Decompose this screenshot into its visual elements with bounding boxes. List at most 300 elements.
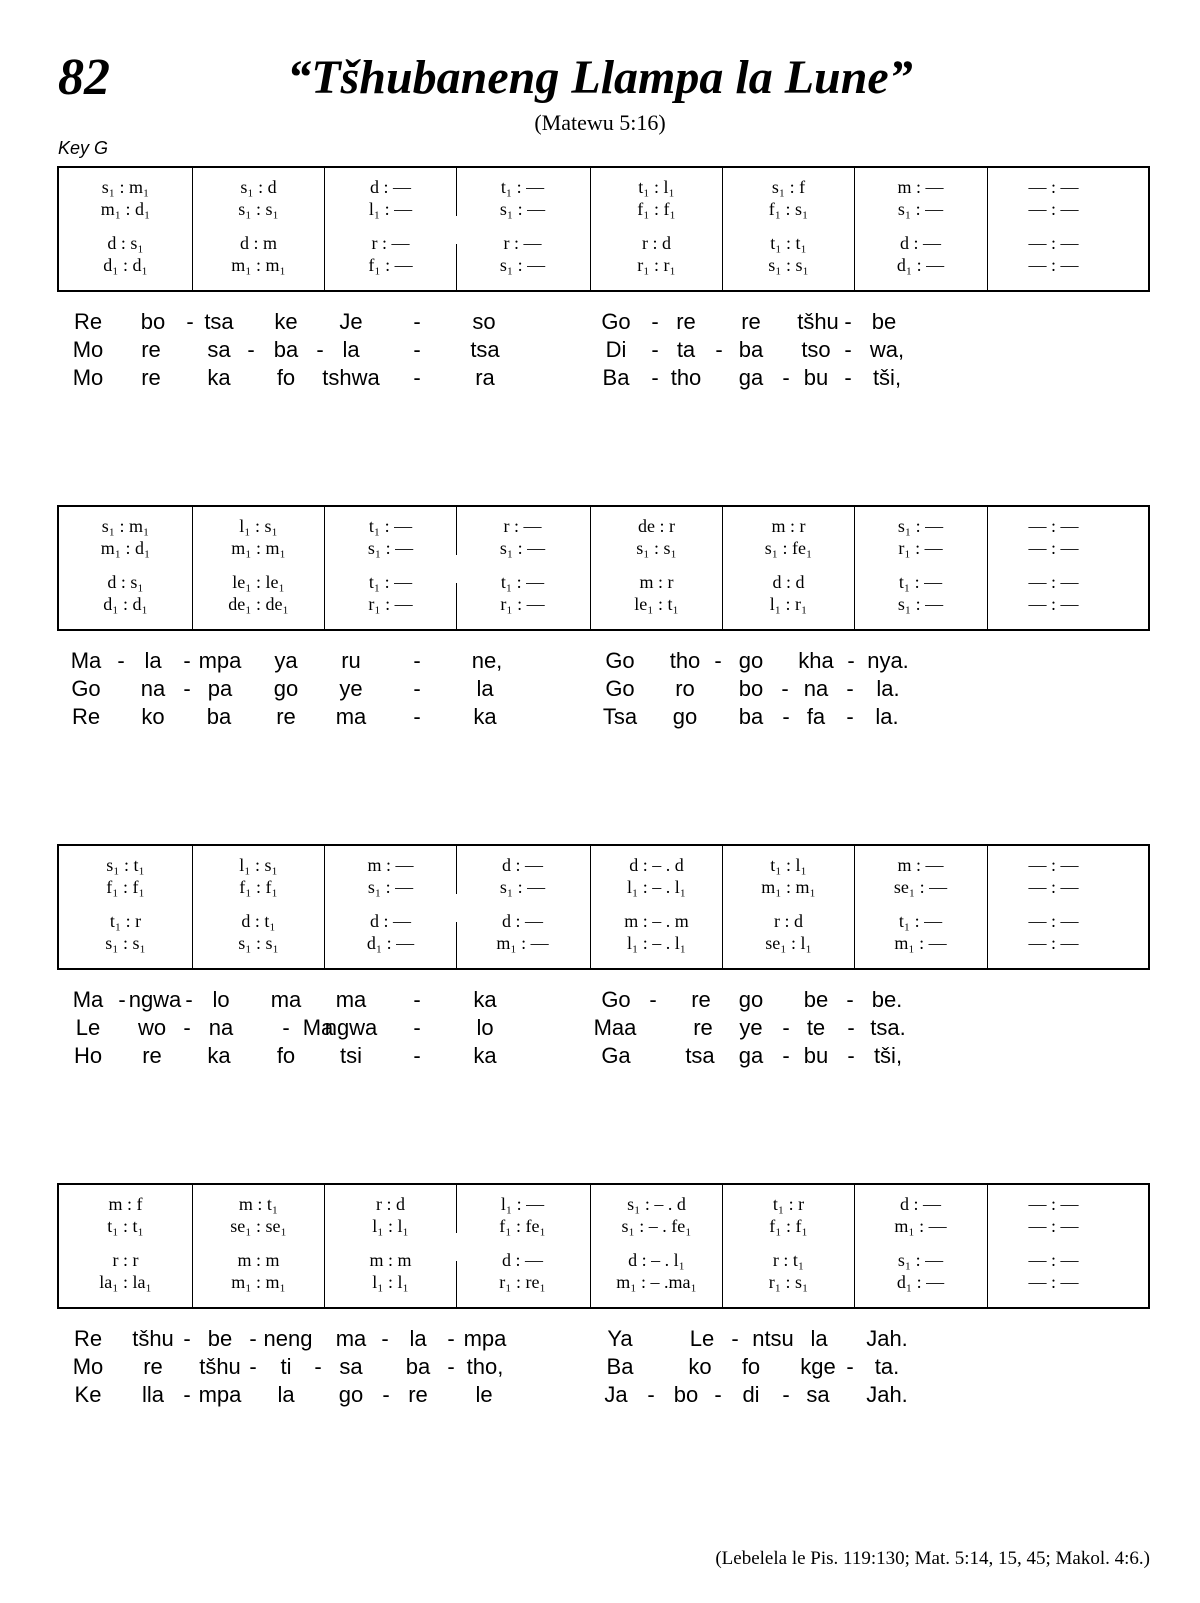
solfa-measure: r₁ : re₁ — [499, 1272, 546, 1292]
solfa-measure: — : — — [1028, 1272, 1079, 1292]
solfa-measure: — : — — [1028, 255, 1079, 275]
solfa-measure: — : — — [1028, 933, 1079, 953]
solfa-measure: r : — — [371, 233, 410, 253]
solfa-measure: t₁ : — — [368, 572, 413, 592]
lyric-verse-3 — [0, 1382, 1200, 1410]
lyric-syllable: re — [741, 309, 761, 334]
lyric-verse-1 — [0, 648, 1200, 676]
lyric-syllable: Re — [73, 309, 103, 334]
syllable-hyphen: - — [846, 704, 854, 729]
lyric-syllable: tšhu — [199, 1354, 241, 1379]
lyric-syllable: mpa — [198, 1382, 242, 1407]
lyric-syllable: lo — [212, 987, 230, 1012]
lyric-syllable: go — [273, 676, 299, 701]
solfa-measure: d : m — [239, 233, 277, 253]
solfa-measure: m₁ : m₁ — [761, 877, 816, 897]
solfa-measure: se₁ : se₁ — [230, 1216, 287, 1236]
syllable-hyphen: - — [413, 648, 421, 673]
bass-line — [59, 255, 1148, 278]
lyric-syllable: Maa — [593, 1015, 637, 1040]
tenor-line — [59, 233, 1148, 256]
solfa-measure: — : — — [1028, 199, 1079, 219]
solfa-measure: — : — — [1028, 877, 1079, 897]
scripture-reference: (Matewu 5:16) — [534, 110, 666, 135]
solfa-measure: s₁ : — — [499, 877, 546, 897]
lyric-syllable: lla — [141, 1382, 165, 1407]
solfa-measure: s₁ : s₁ — [238, 199, 279, 219]
lyric-syllable: tsa — [470, 337, 500, 362]
solfa-measure: t₁ : — — [500, 572, 545, 592]
solfa-measure: — : — — [1028, 855, 1079, 875]
lyric-syllable: fo — [276, 1043, 296, 1068]
solfa-measure: r₁ : s₁ — [768, 1272, 809, 1292]
solfa-measure: m₁ : m₁ — [231, 538, 286, 558]
bass-line — [59, 1272, 1148, 1295]
lyric-syllable: le — [475, 1382, 493, 1407]
alto-line — [59, 538, 1148, 561]
solfa-measure: d : s₁ — [107, 572, 144, 592]
lyric-syllable: be. — [871, 987, 903, 1012]
solfa-measure: — : — — [1028, 538, 1079, 558]
solfa-measure: t₁ : t₁ — [770, 233, 807, 253]
solfa-measure: m : — — [367, 855, 414, 875]
lyric-syllable: Ma — [70, 648, 102, 673]
lyric-syllable: tši, — [873, 1043, 903, 1068]
soprano-line — [59, 1194, 1148, 1217]
solfa-measure: — : — — [1028, 911, 1079, 931]
solfa-measure: s₁ : – . fe₁ — [621, 1216, 692, 1236]
lyric-syllable: fo — [276, 365, 296, 390]
solfa-measure: m₁ : — — [894, 933, 947, 953]
solfa-measure: r₁ : — — [898, 538, 943, 558]
solfa-measure: t₁ : r — [109, 911, 142, 931]
solfa-measure: m : r — [639, 572, 674, 592]
lyric-syllable: re — [408, 1382, 428, 1407]
syllable-hyphen: - — [782, 704, 790, 729]
solfa-measure: f₁ : f₁ — [106, 877, 145, 897]
lyric-syllable: la — [810, 1326, 828, 1351]
solfa-measure: s₁ : m₁ — [101, 177, 150, 197]
lyric-syllable: ne, — [471, 648, 503, 673]
lyric-syllable: ga — [738, 1043, 764, 1068]
solfa-measure: l₁ : – . l₁ — [626, 877, 687, 897]
syllable-hyphen: - — [316, 337, 324, 362]
solfa-measure: f₁ : — — [368, 255, 413, 275]
lyric-syllable: ngwa — [128, 987, 182, 1012]
lyric-syllable: ro — [675, 676, 695, 701]
lyric-verse-3 — [0, 365, 1200, 393]
solfa-measure: d : – . d — [629, 855, 684, 875]
staff-system-1 — [57, 166, 1150, 292]
lyric-syllable: re — [691, 987, 711, 1012]
solfa-measure: s₁ : — — [897, 516, 944, 536]
lyric-syllable: ye — [339, 676, 363, 701]
lyric-syllable: Go — [601, 309, 631, 334]
solfa-measure: d : — — [501, 1250, 543, 1270]
lyric-syllable: tsa — [204, 309, 234, 334]
lyric-syllable: la. — [876, 676, 900, 701]
lyric-syllable: tši, — [872, 365, 902, 390]
solfa-measure: d : — — [899, 1194, 941, 1214]
lyric-syllable: Le — [75, 1015, 101, 1040]
lyric-syllable: ka — [473, 704, 497, 729]
lyric-syllable: ya — [274, 648, 298, 673]
alto-line — [59, 1216, 1148, 1239]
lyric-syllable: ko — [688, 1354, 712, 1379]
solfa-measure: — : — — [1028, 1194, 1079, 1214]
lyric-syllable: Go — [605, 676, 635, 701]
lyric-syllable: Mo — [72, 1354, 104, 1379]
solfa-measure: d₁ : — — [366, 933, 415, 953]
solfa-measure: s₁ : f — [771, 177, 806, 197]
soprano-line — [59, 516, 1148, 539]
lyric-syllable: mpa — [463, 1326, 507, 1351]
solfa-measure: t₁ : — — [368, 516, 413, 536]
solfa-measure: t₁ : — — [898, 911, 943, 931]
solfa-measure: — : — — [1028, 516, 1079, 536]
lyric-syllable: ka — [207, 1043, 231, 1068]
syllable-hyphen: - — [782, 365, 790, 390]
syllable-hyphen: - — [183, 1326, 191, 1351]
solfa-measure: s₁ : — — [367, 877, 414, 897]
lyric-syllable: te — [806, 1015, 826, 1040]
syllable-hyphen: - — [844, 337, 852, 362]
solfa-measure: d₁ : — — [896, 1272, 945, 1292]
lyric-syllable: sa — [806, 1382, 830, 1407]
solfa-measure: r₁ : r₁ — [637, 255, 676, 275]
lyric-syllable: Ga — [601, 1043, 631, 1068]
syllable-hyphen: - — [447, 1326, 455, 1351]
lyric-syllable: go — [738, 987, 764, 1012]
lyric-syllable: Ma — [302, 1015, 334, 1040]
staff-system-2 — [57, 505, 1150, 631]
solfa-measure: l₁ : s₁ — [239, 516, 278, 536]
syllable-hyphen: - — [782, 1015, 790, 1040]
lyric-syllable: ntsu — [752, 1326, 794, 1351]
syllable-hyphen: - — [247, 337, 255, 362]
lyric-syllable: Di — [605, 337, 627, 362]
syllable-hyphen: - — [782, 1043, 790, 1068]
lyric-syllable: mpa — [198, 648, 242, 673]
solfa-measure: s₁ : fe₁ — [764, 538, 813, 558]
solfa-measure: m : r — [771, 516, 806, 536]
solfa-measure: l₁ : r₁ — [769, 594, 808, 614]
solfa-measure: d : d — [772, 572, 805, 592]
lyric-syllable: di — [742, 1382, 760, 1407]
solfa-measure: s₁ : s₁ — [636, 538, 677, 558]
solfa-measure: s₁ : — — [499, 255, 546, 275]
lyric-syllable: Mo — [72, 337, 104, 362]
lyric-syllable: la — [277, 1382, 295, 1407]
solfa-measure: m : m — [237, 1250, 280, 1270]
solfa-measure: d : — — [369, 911, 411, 931]
solfa-measure: m₁ : m₁ — [231, 1272, 286, 1292]
syllable-hyphen: - — [413, 704, 421, 729]
syllable-hyphen: - — [413, 309, 421, 334]
lyric-syllable: re — [676, 309, 696, 334]
lyric-syllable: sa — [339, 1354, 363, 1379]
lyric-syllable: ma — [335, 987, 367, 1012]
lyric-syllable: ka — [207, 365, 231, 390]
syllable-hyphen: - — [847, 1015, 855, 1040]
solfa-measure: s₁ : — — [499, 199, 546, 219]
solfa-measure: t₁ : — — [500, 177, 545, 197]
lyric-syllable: ke — [274, 309, 298, 334]
syllable-hyphen: - — [846, 676, 854, 701]
lyric-syllable: ma — [335, 1326, 367, 1351]
solfa-measure: f₁ : f₁ — [769, 1216, 808, 1236]
solfa-measure: s₁ : s₁ — [238, 933, 279, 953]
lyric-syllable: Ya — [607, 1326, 633, 1351]
syllable-hyphen: - — [846, 987, 854, 1012]
solfa-measure: r₁ : — — [368, 594, 413, 614]
lyric-verse-3 — [0, 1043, 1200, 1071]
syllable-hyphen: - — [782, 1382, 790, 1407]
solfa-measure: le₁ : t₁ — [634, 594, 679, 614]
lyric-syllable: ta. — [874, 1354, 900, 1379]
syllable-hyphen: - — [714, 648, 722, 673]
lyric-syllable: re — [142, 1043, 162, 1068]
solfa-measure: m₁ : – .ma₁ — [616, 1272, 697, 1292]
syllable-hyphen: - — [118, 987, 126, 1012]
lyric-syllable: neng — [263, 1326, 313, 1351]
solfa-measure: m₁ : d₁ — [100, 538, 151, 558]
solfa-measure: s₁ : — — [367, 538, 414, 558]
syllable-hyphen: - — [649, 987, 657, 1012]
syllable-hyphen: - — [183, 648, 191, 673]
lyric-syllable: na — [208, 1015, 234, 1040]
lyric-syllable: kge — [800, 1354, 836, 1379]
lyric-syllable: Re — [73, 1326, 103, 1351]
lyric-syllable: la — [342, 337, 360, 362]
lyric-syllable: la. — [875, 704, 899, 729]
syllable-hyphen: - — [382, 1382, 390, 1407]
lyric-syllable: re — [141, 365, 161, 390]
solfa-measure: r : d — [642, 233, 671, 253]
syllable-hyphen: - — [714, 1382, 722, 1407]
lyric-syllable: tso — [801, 337, 831, 362]
lyric-verse-2 — [0, 337, 1200, 365]
lyric-syllable: sa — [207, 337, 231, 362]
lyric-syllable: go — [738, 648, 764, 673]
solfa-measure: r : d — [774, 911, 803, 931]
solfa-measure: f₁ : fe₁ — [499, 1216, 546, 1236]
solfa-measure: s₁ : — — [897, 199, 944, 219]
lyric-syllable: bu — [803, 1043, 829, 1068]
solfa-measure: de : r — [638, 516, 675, 536]
lyric-verse-3 — [0, 704, 1200, 732]
lyric-syllable: Ba — [602, 365, 630, 390]
solfa-measure: s₁ : — — [897, 594, 944, 614]
lyric-syllable: la — [476, 676, 494, 701]
lyric-syllable: nya. — [867, 648, 909, 673]
lyric-syllable: ba — [405, 1354, 431, 1379]
lyric-syllable: Ja — [604, 1382, 628, 1407]
solfa-measure: le₁ : le₁ — [232, 572, 285, 592]
syllable-hyphen: - — [731, 1326, 739, 1351]
hymn-number: 82 — [58, 49, 110, 106]
lyric-syllable: tšhu — [132, 1326, 174, 1351]
solfa-measure: r : — — [503, 516, 542, 536]
lyric-syllable: Je — [339, 309, 363, 334]
syllable-hyphen: - — [249, 1354, 257, 1379]
lyric-syllable: la — [144, 648, 162, 673]
lyric-syllable: fa — [806, 704, 826, 729]
solfa-measure: f₁ : f₁ — [637, 199, 676, 219]
lyric-syllable: tsa. — [870, 1015, 906, 1040]
bass-line — [59, 933, 1148, 956]
solfa-measure: d : — — [501, 911, 543, 931]
solfa-measure: m₁ : d₁ — [100, 199, 151, 219]
tenor-line — [59, 1250, 1148, 1273]
staff-system-4 — [57, 1183, 1150, 1309]
lyric-syllable: ko — [141, 704, 165, 729]
solfa-measure: la₁ : la₁ — [99, 1272, 152, 1292]
staff-system-3 — [57, 844, 1150, 970]
solfa-measure: r₁ : — — [500, 594, 545, 614]
solfa-measure: s₁ : s₁ — [768, 255, 809, 275]
solfa-measure: l₁ : l₁ — [372, 1272, 409, 1292]
solfa-measure: l₁ : l₁ — [372, 1216, 409, 1236]
syllable-hyphen: - — [413, 987, 421, 1012]
solfa-measure: s₁ : d — [240, 177, 277, 197]
solfa-measure: f₁ : s₁ — [768, 199, 809, 219]
alto-line — [59, 199, 1148, 222]
lyric-verse-2 — [0, 1354, 1200, 1382]
syllable-hyphen: - — [186, 309, 194, 334]
solfa-measure: m : — — [897, 855, 944, 875]
syllable-hyphen: - — [249, 1326, 257, 1351]
solfa-measure: m : — — [897, 177, 944, 197]
lyric-syllable: lo — [476, 1015, 494, 1040]
solfa-measure: d : — — [899, 233, 941, 253]
syllable-hyphen: - — [844, 309, 852, 334]
syllable-hyphen: - — [844, 365, 852, 390]
lyric-syllable: ye — [739, 1015, 763, 1040]
lyric-syllable: ma — [270, 987, 302, 1012]
solfa-measure: t₁ : t₁ — [107, 1216, 144, 1236]
solfa-measure: l₁ : — — [368, 199, 413, 219]
hymn-title: “Tšhubaneng Llampa la Lune” — [287, 51, 913, 104]
lyric-syllable: Tsa — [602, 704, 638, 729]
solfa-measure: s₁ : t₁ — [106, 855, 145, 875]
lyric-syllable: re — [143, 1354, 163, 1379]
syllable-hyphen: - — [413, 365, 421, 390]
lyric-syllable: ka — [473, 987, 497, 1012]
syllable-hyphen: - — [413, 1043, 421, 1068]
lyric-syllable: be — [803, 987, 829, 1012]
lyric-syllable: Go — [601, 987, 631, 1012]
solfa-measure: de₁ : de₁ — [228, 594, 289, 614]
lyric-syllable: na — [140, 676, 166, 701]
lyric-syllable: Ke — [74, 1382, 102, 1407]
lyric-syllable: ba — [738, 704, 764, 729]
lyric-verse-2 — [0, 1015, 1200, 1043]
lyric-syllable: re — [276, 704, 296, 729]
lyric-syllable: ba — [738, 337, 764, 362]
solfa-measure: s₁ : – . d — [627, 1194, 686, 1214]
lyric-syllable: ta — [676, 337, 696, 362]
solfa-measure: m : t₁ — [238, 1194, 279, 1214]
soprano-line — [59, 855, 1148, 878]
key-signature: Key G — [58, 138, 109, 158]
lyric-verse-2 — [0, 676, 1200, 704]
solfa-measure: t₁ : l₁ — [770, 855, 807, 875]
syllable-hyphen: - — [117, 648, 125, 673]
syllable-hyphen: - — [413, 337, 421, 362]
syllable-hyphen: - — [413, 676, 421, 701]
lyric-syllable: ra — [475, 365, 495, 390]
solfa-measure: d : — — [501, 855, 543, 875]
solfa-measure: — : — — [1028, 177, 1079, 197]
syllable-hyphen: - — [183, 1382, 191, 1407]
solfa-measure: r : t₁ — [772, 1250, 805, 1270]
lyric-syllable: bo — [738, 676, 764, 701]
lyric-syllable: Jah. — [866, 1326, 908, 1351]
solfa-measure: se₁ : l₁ — [765, 933, 812, 953]
lyric-syllable: Ma — [72, 987, 104, 1012]
syllable-hyphen: - — [847, 1043, 855, 1068]
solfa-measure: d : — — [369, 177, 411, 197]
lyric-syllable: tho — [670, 365, 702, 390]
solfa-measure: se₁ : — — [893, 877, 948, 897]
lyric-syllable: kha — [798, 648, 834, 673]
lyric-syllable: Le — [689, 1326, 715, 1351]
syllable-hyphen: - — [183, 1015, 191, 1040]
lyric-syllable: ma — [335, 704, 367, 729]
lyric-syllable: tho, — [466, 1354, 504, 1379]
tenor-line — [59, 572, 1148, 595]
lyric-verse-1 — [0, 987, 1200, 1015]
solfa-measure: d : t₁ — [241, 911, 276, 931]
lyric-syllable: Mo — [72, 365, 104, 390]
syllable-hyphen: - — [647, 1382, 655, 1407]
lyric-syllable: wa, — [869, 337, 905, 362]
syllable-hyphen: - — [314, 1354, 322, 1379]
syllable-hyphen: - — [381, 1326, 389, 1351]
solfa-measure: s₁ : s₁ — [105, 933, 146, 953]
solfa-measure: d₁ : — — [896, 255, 945, 275]
lyric-verse-1 — [0, 309, 1200, 337]
lyric-syllable: Ho — [73, 1043, 103, 1068]
solfa-measure: m : f — [108, 1194, 143, 1214]
lyric-syllable: ru — [341, 648, 361, 673]
syllable-hyphen: - — [282, 1015, 290, 1040]
footnote-references: (Lebelela le Pis. 119:130; Mat. 5:14, 15, 45; Makol. 4:6.) — [715, 1548, 1150, 1569]
lyric-syllable: bu — [803, 365, 829, 390]
lyric-syllable: ka — [473, 1043, 497, 1068]
lyric-syllable: pa — [207, 676, 233, 701]
solfa-measure: r : d — [376, 1194, 405, 1214]
lyric-syllable: be — [207, 1326, 233, 1351]
lyric-syllable: re — [693, 1015, 713, 1040]
solfa-measure: — : — — [1028, 233, 1079, 253]
syllable-hyphen: - — [651, 337, 659, 362]
solfa-measure: s₁ : — — [897, 1250, 944, 1270]
lyric-syllable: bo — [673, 1382, 699, 1407]
solfa-measure: m : – . m — [624, 911, 689, 931]
lyric-syllable: Re — [71, 704, 101, 729]
solfa-measure: d₁ : d₁ — [103, 255, 148, 275]
lyric-syllable: ti — [280, 1354, 292, 1379]
solfa-measure: t₁ : — — [898, 572, 943, 592]
solfa-measure: — : — — [1028, 594, 1079, 614]
lyric-syllable: so — [472, 309, 496, 334]
syllable-hyphen: - — [651, 309, 659, 334]
solfa-measure: l₁ : — — [500, 1194, 545, 1214]
lyric-syllable: la — [409, 1326, 427, 1351]
solfa-measure: t₁ : l₁ — [638, 177, 675, 197]
